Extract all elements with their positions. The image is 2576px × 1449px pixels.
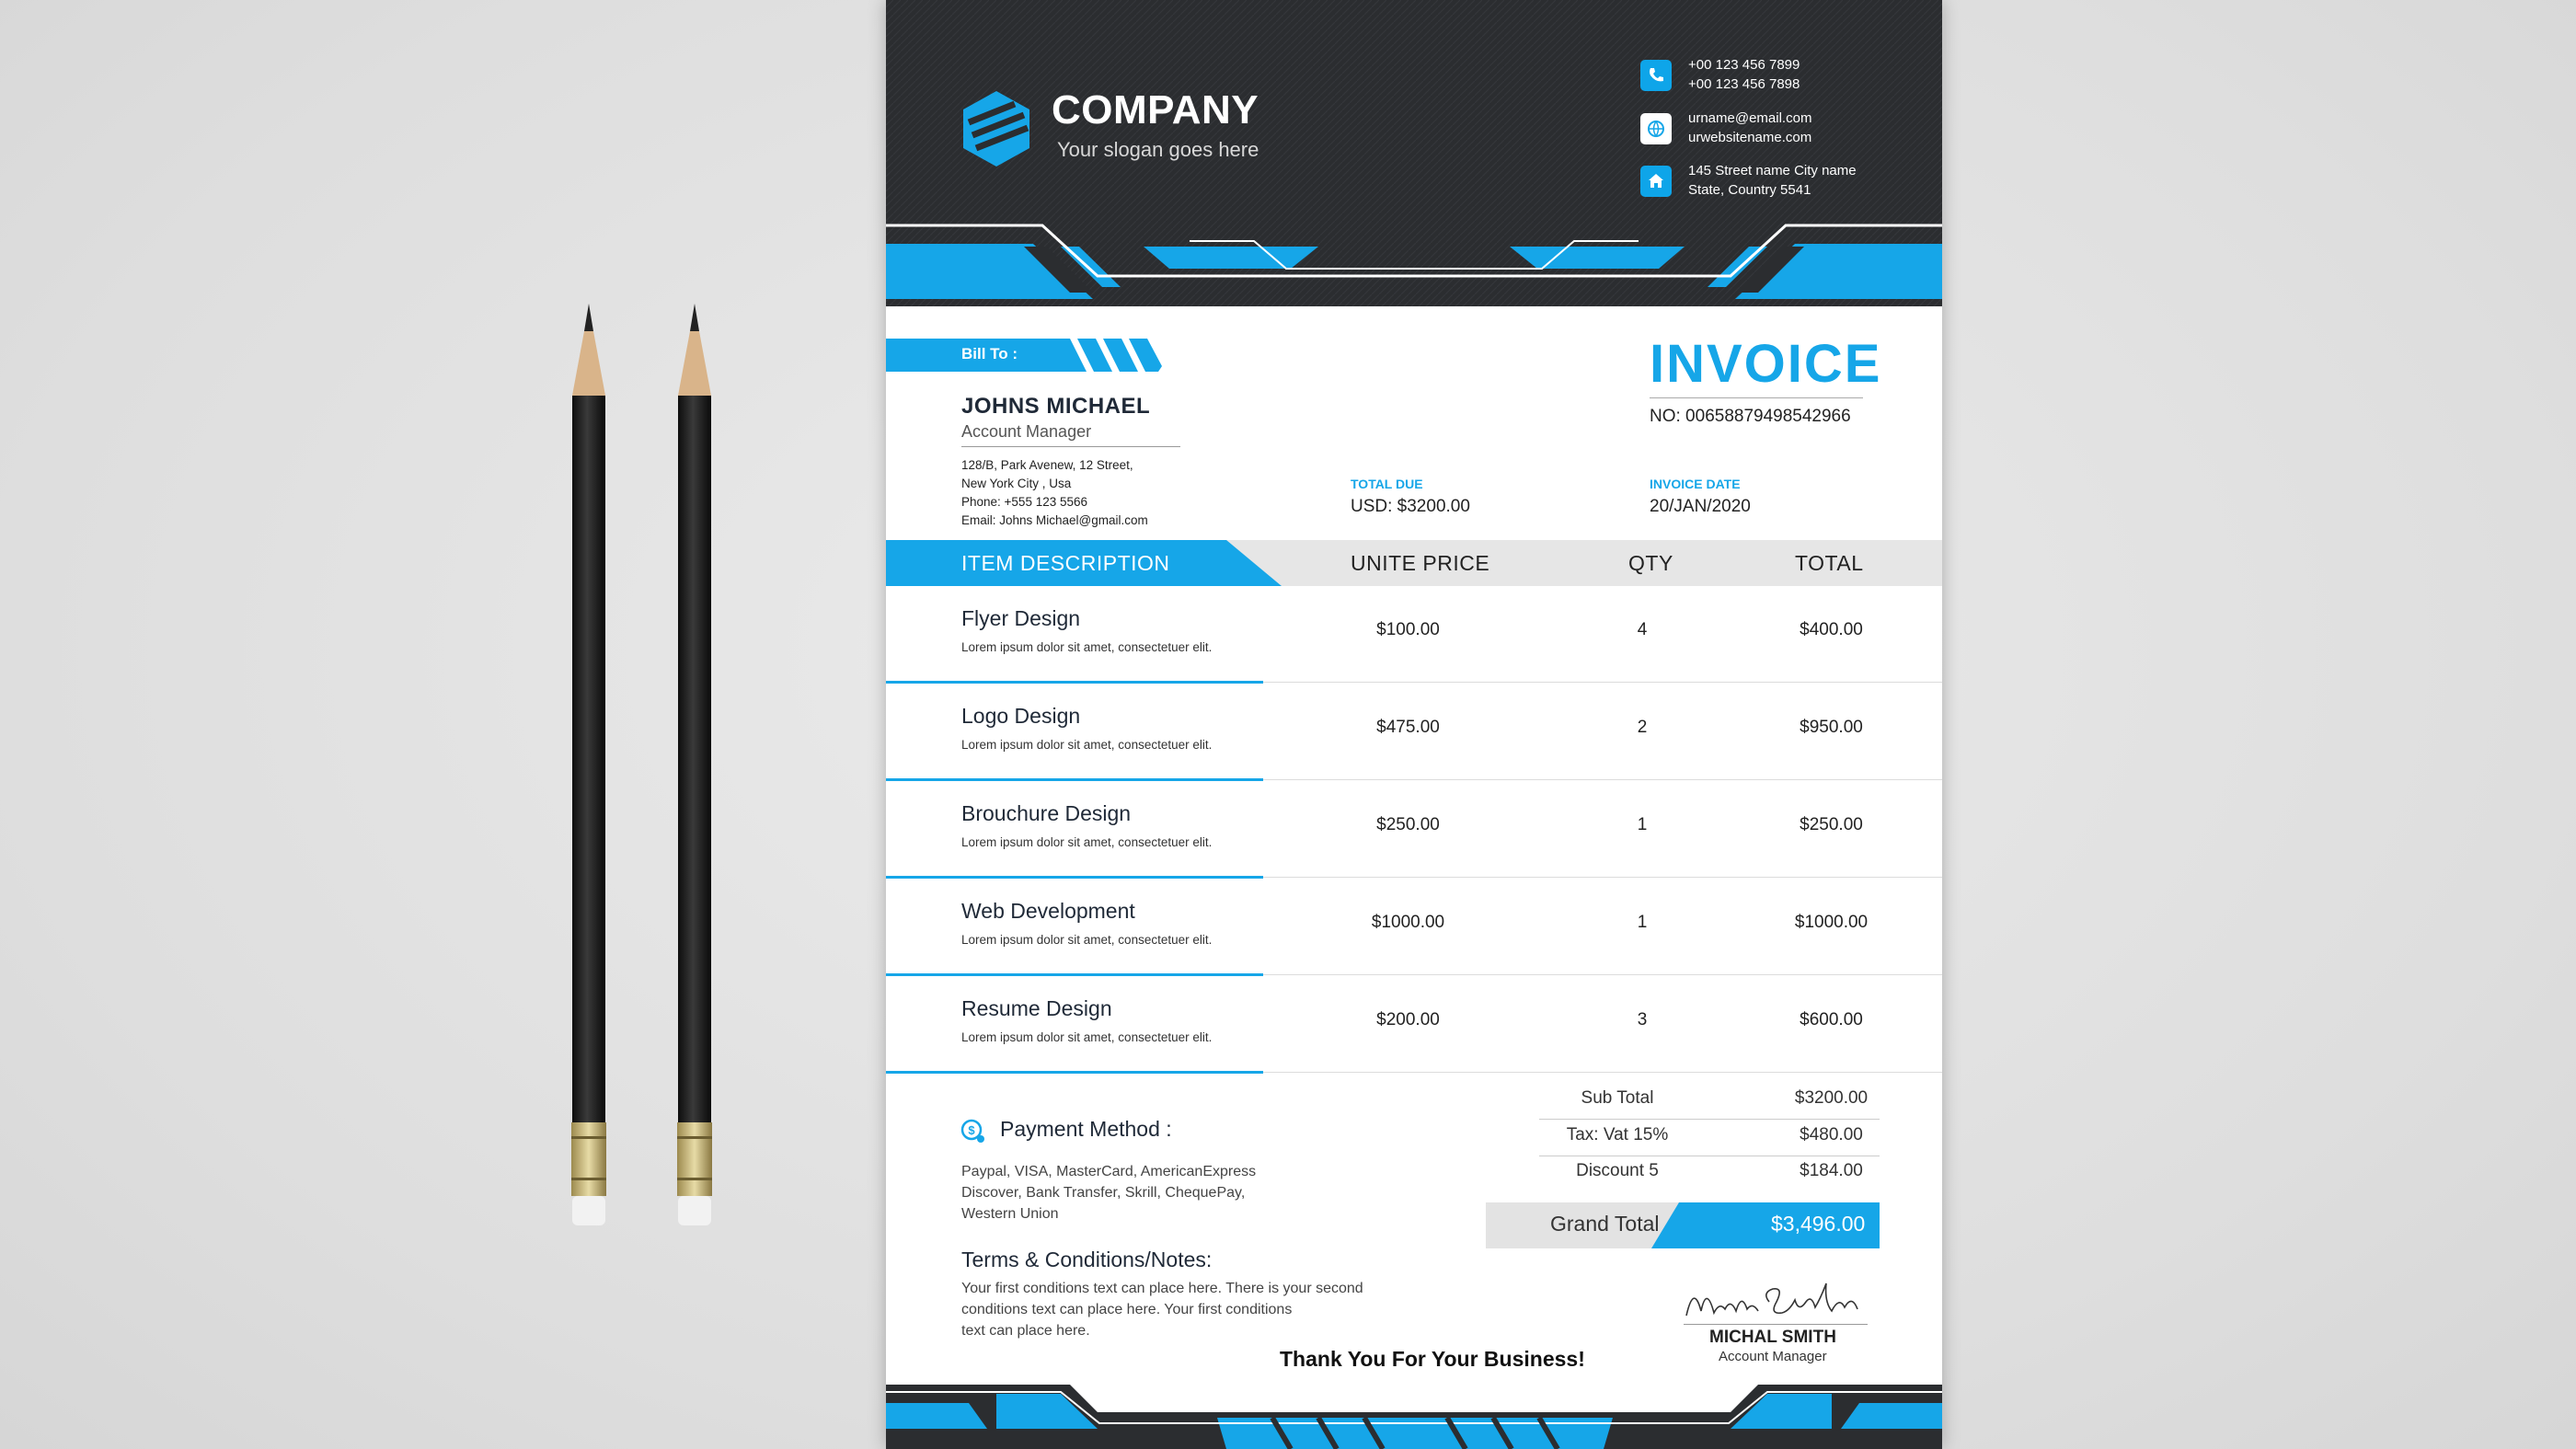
- address-1: 145 Street name City name: [1688, 163, 1857, 178]
- client-address-1: 128/B, Park Avenew, 12 Street,: [961, 458, 1133, 472]
- row-price: $1000.00: [1371, 913, 1445, 932]
- svg-text:$: $: [968, 1123, 975, 1137]
- table-row: [886, 781, 1942, 879]
- invoice-title: INVOICE: [1650, 334, 1882, 394]
- phone-icon: [1640, 60, 1672, 91]
- row-title: Web Development: [961, 899, 1135, 923]
- grand-total-label: Grand Total: [1550, 1212, 1660, 1236]
- terms-title: Terms & Conditions/Notes:: [961, 1248, 1213, 1271]
- signature-mark: [1677, 1274, 1870, 1329]
- bill-to-label: Bill To :: [961, 345, 1018, 362]
- row-qty: 1: [1637, 815, 1648, 834]
- total-due-label: TOTAL DUE: [1351, 477, 1423, 491]
- payment-line-2: Discover, Bank Transfer, Skrill, ChequePay,: [961, 1185, 1246, 1201]
- row-price: $100.00: [1376, 620, 1440, 639]
- address-2: State, Country 5541: [1688, 182, 1811, 198]
- payment-methods-text: [961, 1161, 1256, 1225]
- company-slogan: Your slogan goes here: [1057, 138, 1259, 161]
- payment-line-3: Western Union: [961, 1206, 1059, 1222]
- dollar-circle-icon: [960, 1118, 987, 1145]
- phone-2: +00 123 456 7898: [1688, 76, 1800, 92]
- row-qty: 2: [1637, 718, 1648, 737]
- client-email: Email: Johns Michael@gmail.com: [961, 513, 1148, 527]
- th-qty: QTY: [1628, 551, 1673, 575]
- thank-you-note: Thank You For Your Business!: [1280, 1347, 1585, 1371]
- client-details: [961, 456, 1148, 530]
- row-qty: 1: [1637, 913, 1648, 932]
- th-total: TOTAL: [1795, 551, 1864, 575]
- terms-line-3: text can place here.: [961, 1323, 1090, 1339]
- contact-web: [1688, 109, 1811, 147]
- row-desc: Lorem ipsum dolor sit amet, consectetuer elit.: [961, 640, 1213, 654]
- row-title: Flyer Design: [961, 606, 1081, 630]
- client-phone: Phone: +555 123 5566: [961, 495, 1088, 509]
- row-total: $400.00: [1800, 620, 1863, 639]
- payment-method-title: Payment Method :: [1000, 1117, 1172, 1141]
- row-qty: 3: [1637, 1010, 1648, 1029]
- invoice-number: NO: 00658879498542966: [1650, 407, 1851, 426]
- row-title: Resume Design: [961, 996, 1112, 1020]
- total-due-value: USD: $3200.00: [1351, 497, 1470, 516]
- pencil-right: [662, 304, 727, 1251]
- terms-line-2: conditions text can place here. Your first conditions: [961, 1302, 1293, 1317]
- tax-value: $480.00: [1800, 1125, 1863, 1144]
- pencil-left: [557, 304, 621, 1251]
- row-total: $950.00: [1800, 718, 1863, 737]
- terms-text: [961, 1278, 1363, 1341]
- subtotal-value: $3200.00: [1794, 1088, 1869, 1108]
- phone-1: +00 123 456 7899: [1688, 57, 1800, 73]
- signatory-role: Account Manager: [1719, 1349, 1827, 1364]
- email[interactable]: urname@email.com: [1688, 110, 1812, 126]
- company-name: COMPANY: [1052, 87, 1259, 132]
- client-name: JOHNS MICHAEL: [961, 394, 1151, 419]
- table-row: [886, 879, 1942, 976]
- th-item-description: ITEM DESCRIPTION: [961, 551, 1170, 575]
- contact-phone: [1688, 55, 1800, 94]
- summary-divider: [1539, 1119, 1880, 1120]
- invoice-paper: [886, 0, 1942, 1449]
- company-logo-icon: [960, 87, 1033, 170]
- row-price: $475.00: [1376, 718, 1440, 737]
- row-desc: Lorem ipsum dolor sit amet, consectetuer elit.: [961, 738, 1213, 752]
- signature-line: [1684, 1324, 1868, 1325]
- row-price: $200.00: [1376, 1010, 1440, 1029]
- client-role: Account Manager: [961, 422, 1092, 441]
- website[interactable]: urwebsitename.com: [1688, 130, 1812, 145]
- row-qty: 4: [1637, 620, 1648, 639]
- signatory-name: MICHAL SMITH: [1709, 1328, 1836, 1347]
- row-price: $250.00: [1376, 815, 1440, 834]
- grand-total-value: $3,496.00: [1771, 1212, 1866, 1236]
- home-icon: [1640, 166, 1672, 197]
- row-total: $1000.00: [1794, 913, 1869, 932]
- discount-value: $184.00: [1800, 1161, 1863, 1180]
- client-divider: [961, 446, 1180, 447]
- payment-line-1: Paypal, VISA, MasterCard, AmericanExpress: [961, 1164, 1257, 1179]
- invoice-title-divider: [1650, 397, 1863, 398]
- row-desc: Lorem ipsum dolor sit amet, consectetuer elit.: [961, 1030, 1213, 1044]
- discount-label: Discount 5: [1576, 1161, 1659, 1180]
- terms-line-1: Your first conditions text can place here. There is your second: [961, 1281, 1363, 1296]
- tax-label: Tax: Vat 15%: [1566, 1125, 1669, 1144]
- row-title: Brouchure Design: [961, 801, 1132, 825]
- svg-text:Michal Smith: Michal Smith: [1778, 1326, 1785, 1327]
- bill-to-banner: [886, 339, 1162, 372]
- invoice-date-value: 20/JAN/2020: [1650, 497, 1751, 516]
- table-row: [886, 976, 1942, 1074]
- row-total: $250.00: [1800, 815, 1863, 834]
- row-total: $600.00: [1800, 1010, 1863, 1029]
- row-title: Logo Design: [961, 704, 1081, 728]
- contact-address: [1688, 161, 1857, 200]
- subtotal-label: Sub Total: [1581, 1088, 1654, 1108]
- client-address-2: New York City , Usa: [961, 477, 1072, 490]
- row-desc: Lorem ipsum dolor sit amet, consectetuer elit.: [961, 835, 1213, 849]
- table-row: [886, 684, 1942, 781]
- row-desc: Lorem ipsum dolor sit amet, consectetuer elit.: [961, 933, 1213, 947]
- table-row: [886, 586, 1942, 684]
- invoice-date-label: INVOICE DATE: [1650, 477, 1741, 491]
- globe-icon: [1640, 113, 1672, 144]
- th-unit-price: UNITE PRICE: [1351, 551, 1490, 575]
- footer-band: [886, 1385, 1942, 1449]
- header-background: [886, 0, 1942, 308]
- row-accent: [886, 1071, 1263, 1074]
